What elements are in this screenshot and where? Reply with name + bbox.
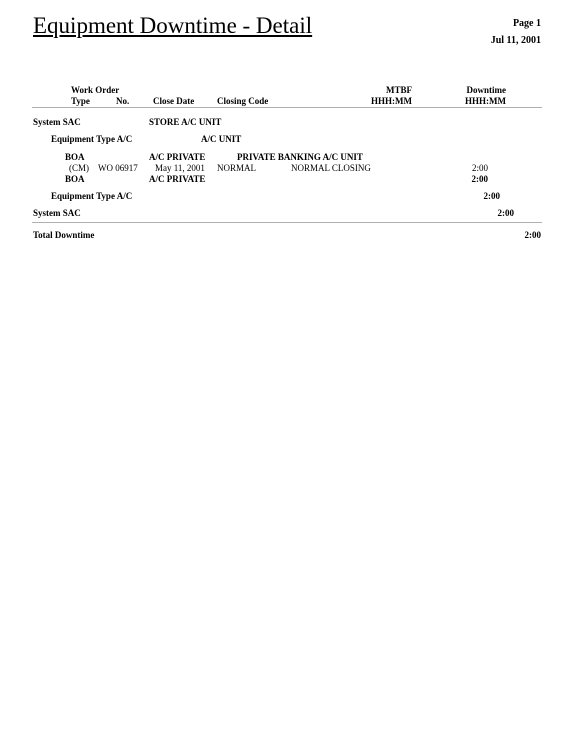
equipment-code: BOA <box>65 152 85 162</box>
column-header-mtbf-unit: HHH:MM <box>371 96 412 106</box>
column-header-closing-code: Closing Code <box>217 96 269 106</box>
column-header-no: No. <box>116 96 130 106</box>
column-header-type: Type <box>71 96 90 106</box>
equipment-name: A/C PRIVATE <box>149 152 206 162</box>
equipment-type-subtotal-label: Equipment Type A/C <box>51 191 133 201</box>
equipment-subtotal-code: BOA <box>65 174 85 184</box>
report-date: Jul 11, 2001 <box>490 35 541 46</box>
header-divider <box>32 107 542 108</box>
equipment-type-name: A/C UNIT <box>201 134 242 144</box>
equipment-subtotal-name: A/C PRIVATE <box>149 174 206 184</box>
equipment-type-label: Equipment Type A/C <box>51 134 133 144</box>
column-header-downtime-unit: HHH:MM <box>465 96 506 106</box>
work-order-downtime: 2:00 <box>471 163 488 173</box>
equipment-subtotal-downtime: 2:00 <box>471 174 488 184</box>
column-header-downtime: Downtime <box>466 85 506 95</box>
work-order-closing-code: NORMAL <box>217 163 257 173</box>
work-order-number: WO 06917 <box>98 163 138 173</box>
system-subtotal-label: System SAC <box>33 208 81 218</box>
column-header-work-order: Work Order <box>71 85 120 95</box>
system-subtotal-downtime: 2:00 <box>497 208 514 218</box>
total-downtime-label: Total Downtime <box>33 230 95 240</box>
work-order-type: (CM) <box>69 163 89 173</box>
column-header-close-date: Close Date <box>153 96 195 106</box>
total-divider <box>32 222 542 223</box>
equipment-type-subtotal-downtime: 2:00 <box>483 191 500 201</box>
page-number: Page 1 <box>512 18 541 29</box>
report-title: Equipment Downtime - Detail <box>33 13 313 38</box>
work-order-closing-description: NORMAL CLOSING <box>291 163 371 173</box>
system-label: System SAC <box>33 117 81 127</box>
work-order-close-date: May 11, 2001 <box>155 163 205 173</box>
column-header-mtbf: MTBF <box>386 85 412 95</box>
equipment-description: PRIVATE BANKING A/C UNIT <box>237 152 363 162</box>
total-downtime-value: 2:00 <box>524 230 541 240</box>
system-name: STORE A/C UNIT <box>149 117 222 127</box>
